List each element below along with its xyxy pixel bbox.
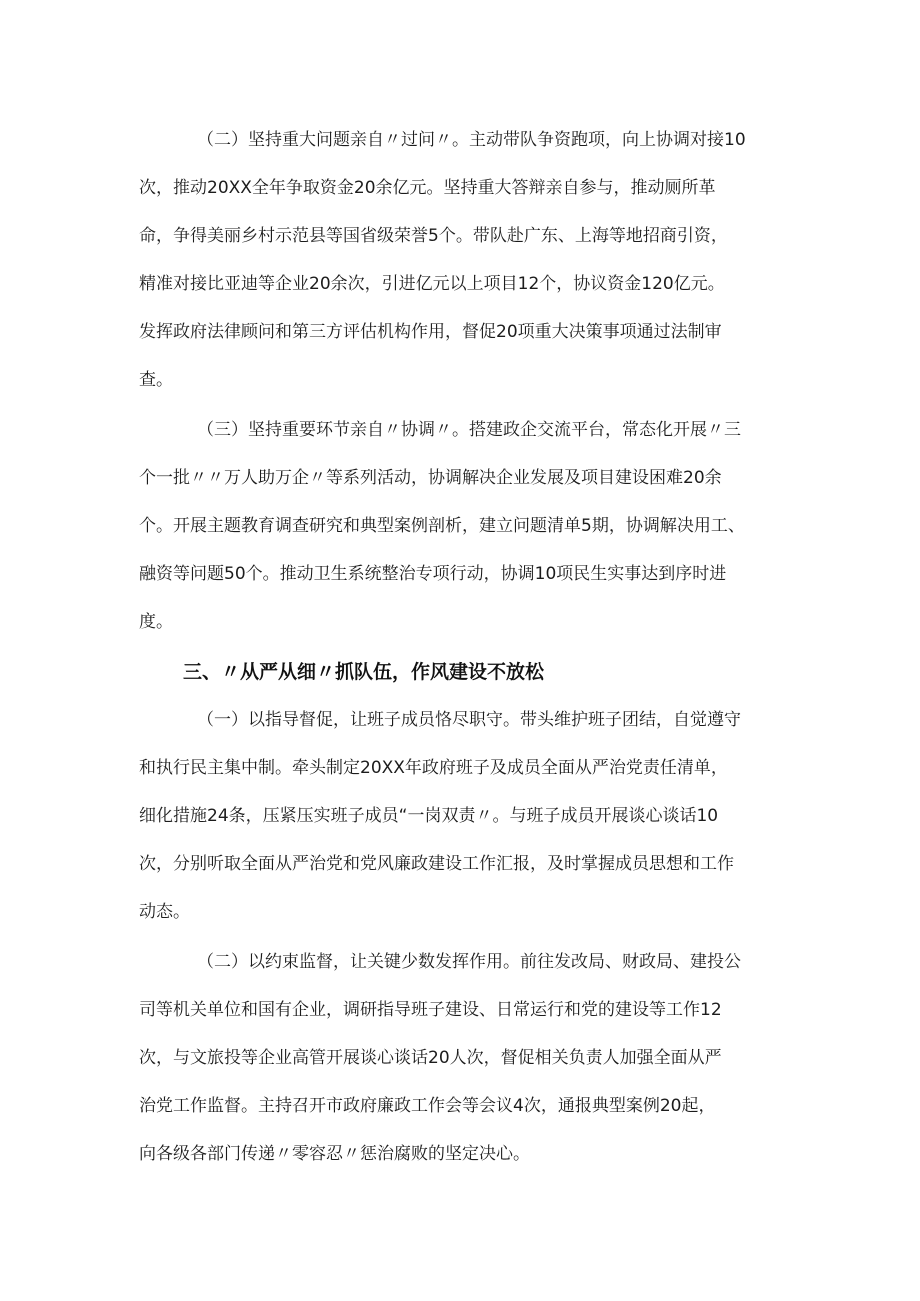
paragraph-line: 动态。	[139, 902, 190, 922]
paragraph-line: （二）坚持重大问题亲自〃过问〃。主动带队争资跑项，向上协调对接10	[197, 130, 746, 150]
paragraph-line: 和执行民主集中制。牵头制定20XX年政府班子及成员全面从严治党责任清单，	[139, 758, 728, 778]
paragraph-line: 发挥政府法律顾问和第三方评估机构作用，督促20项重大决策事项通过法制审	[139, 322, 722, 342]
paragraph-line: 司等机关单位和国有企业，调研指导班子建设、日常运行和党的建设等工作12	[139, 1000, 722, 1020]
paragraph-line: 度。	[139, 612, 173, 632]
paragraph-line: （二）以约束监督，让关键少数发挥作用。前往发改局、财政局、建投公	[197, 952, 741, 972]
paragraph-major-issues	[139, 116, 799, 404]
paragraph-guidance-supervision	[139, 696, 799, 936]
paragraph-line: 精准对接比亚迪等企业20余次，引进亿元以上项目12个，协议资金120亿元。	[139, 274, 725, 294]
paragraph-line: 次，推动20XX全年争取资金20余亿元。坚持重大答辩亲自参与，推动厕所革	[139, 178, 716, 198]
paragraph-line: 次，与文旅投等企业高管开展谈心谈话20人次，督促相关负责人加强全面从严	[139, 1048, 722, 1068]
paragraph-line: 细化措施24条，压紧压实班子成员“一岗双责〃。与班子成员开展谈心谈话10	[139, 806, 719, 826]
paragraph-line: 次，分别听取全面从严治党和党风廉政建设工作汇报，及时掌握成员思想和工作	[139, 854, 734, 874]
paragraph-line: 治党工作监督。主持召开市政府廉政工作会等会议4次，通报典型案例20起，	[139, 1096, 716, 1116]
paragraph-line: 查。	[139, 370, 173, 390]
paragraph-line: 命，争得美丽乡村示范县等国省级荣誉5个。带队赴广东、上海等地招商引资，	[139, 226, 728, 246]
section-heading: 三、〃从严从细〃抓队伍，作风建设不放松	[183, 661, 545, 683]
paragraph-line: （三）坚持重要环节亲自〃协调〃。搭建政企交流平台，常态化开展〃三	[197, 420, 741, 440]
paragraph-constraint-supervision	[139, 938, 799, 1178]
paragraph-line: 向各级各部门传递〃零容忍〃惩治腐败的坚定决心。	[139, 1144, 530, 1164]
paragraph-key-links	[139, 406, 799, 646]
paragraph-line: （一）以指导督促，让班子成员恪尽职守。带头维护班子团结，自觉遵守	[197, 710, 741, 730]
paragraph-line: 个一批〃〃万人助万企〃等系列活动，协调解决企业发展及项目建设困难20余	[139, 468, 722, 488]
paragraph-line: 融资等问题50个。推动卫生系统整治专项行动，协调10项民生实事达到序时进	[139, 564, 727, 584]
paragraph-line: 个。开展主题教育调查研究和典型案例剖析，建立问题清单5期，协调解决用工、	[139, 516, 745, 536]
